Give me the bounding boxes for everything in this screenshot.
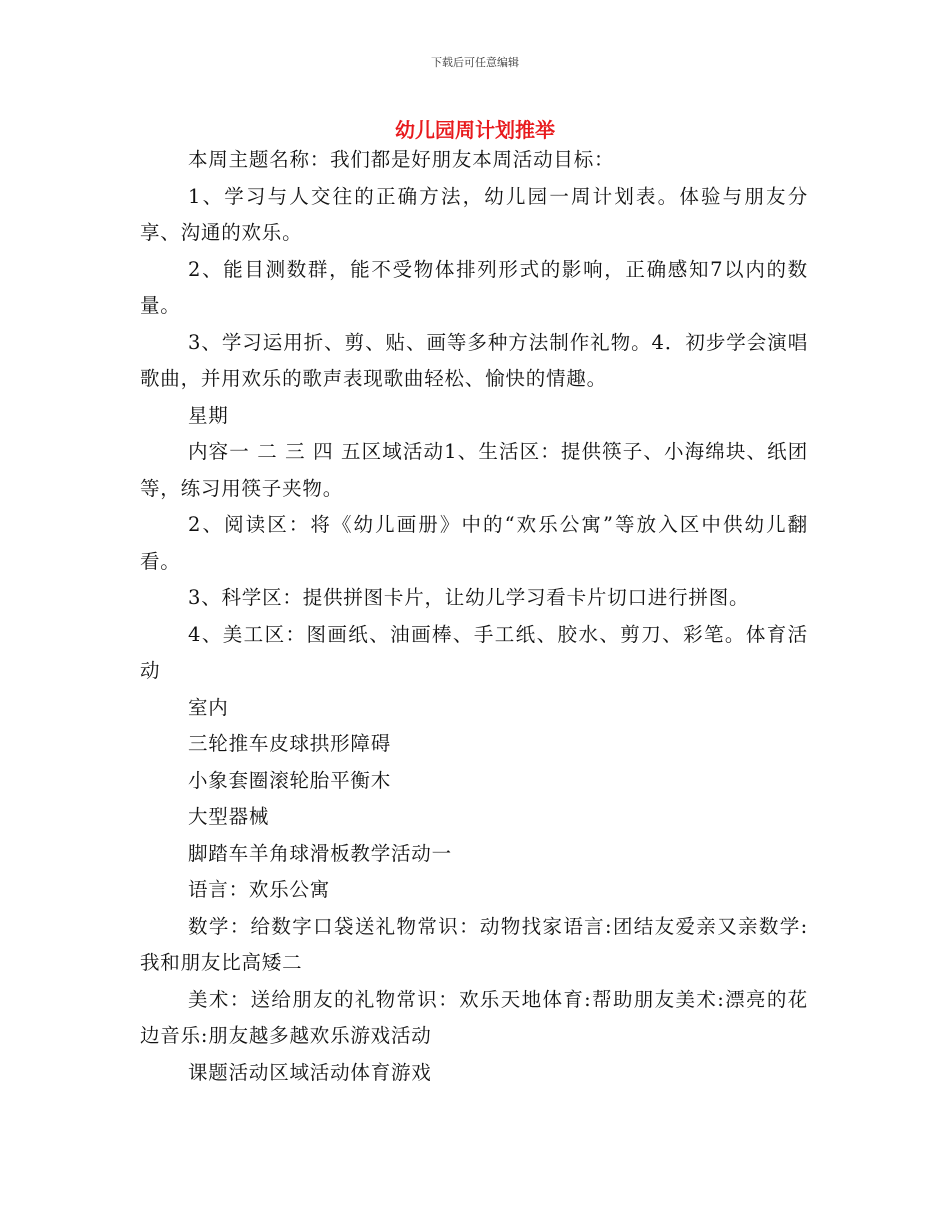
paragraph: 室内 [188, 695, 229, 719]
paragraph: 数学：给数字口袋送礼物常识：动物找家语言:团结友爱亲又亲数学:我和朋友比高矮二 [140, 914, 808, 974]
paragraph: 语言：欢乐公寓 [188, 878, 331, 901]
paragraph: 4、美工区：图画纸、油画棒、手工纸、胶水、剪刀、彩笔。体育活动 [140, 622, 808, 682]
paragraph: 本周主题名称：我们都是好朋友本周活动目标： [188, 148, 615, 171]
paragraph: 2、能目测数群，能不受物体排列形式的影响，正确感知7以内的数量。 [140, 257, 808, 317]
header-note: 下载后可任意编辑 [431, 56, 519, 69]
document-title: 幼儿园周计划推举 [395, 118, 555, 142]
document-body [140, 142, 808, 1091]
paragraph: 内容一 二 三 四 五区域活动1、生活区：提供筷子、小海绵块、纸团等，练习用筷子夹物。 [140, 440, 808, 500]
paragraph: 美术：送给朋友的礼物常识：欢乐天地体育:帮助朋友美术:漂亮的花边音乐:朋友越多越欢乐游戏活动 [140, 987, 808, 1047]
paragraph: 1、学习与人交往的正确方法，幼儿园一周计划表。体验与朋友分享、沟通的欢乐。 [140, 184, 808, 244]
paragraph: 小象套圈滚轮胎平衡木 [188, 768, 392, 792]
paragraph: 三轮推车皮球拱形障碍 [188, 732, 392, 755]
paragraph: 大型器械 [188, 805, 270, 828]
paragraph: 2、阅读区：将《幼儿画册》中的“欢乐公寓”等放入区中供幼儿翻看。 [140, 513, 808, 573]
paragraph: 3、学习运用折、剪、贴、画等多种方法制作礼物。4．初步学会演唱歌曲，并用欢乐的歌声表现歌曲轻松、愉快的情趣。 [140, 330, 808, 390]
paragraph: 3、科学区：提供拼图卡片，让幼儿学习看卡片切口进行拼图。 [188, 586, 750, 609]
paragraph: 脚踏车羊角球滑板教学活动一 [188, 841, 452, 865]
paragraph: 课题活动区域活动体育游戏 [188, 1060, 432, 1084]
paragraph: 星期 [188, 403, 229, 427]
